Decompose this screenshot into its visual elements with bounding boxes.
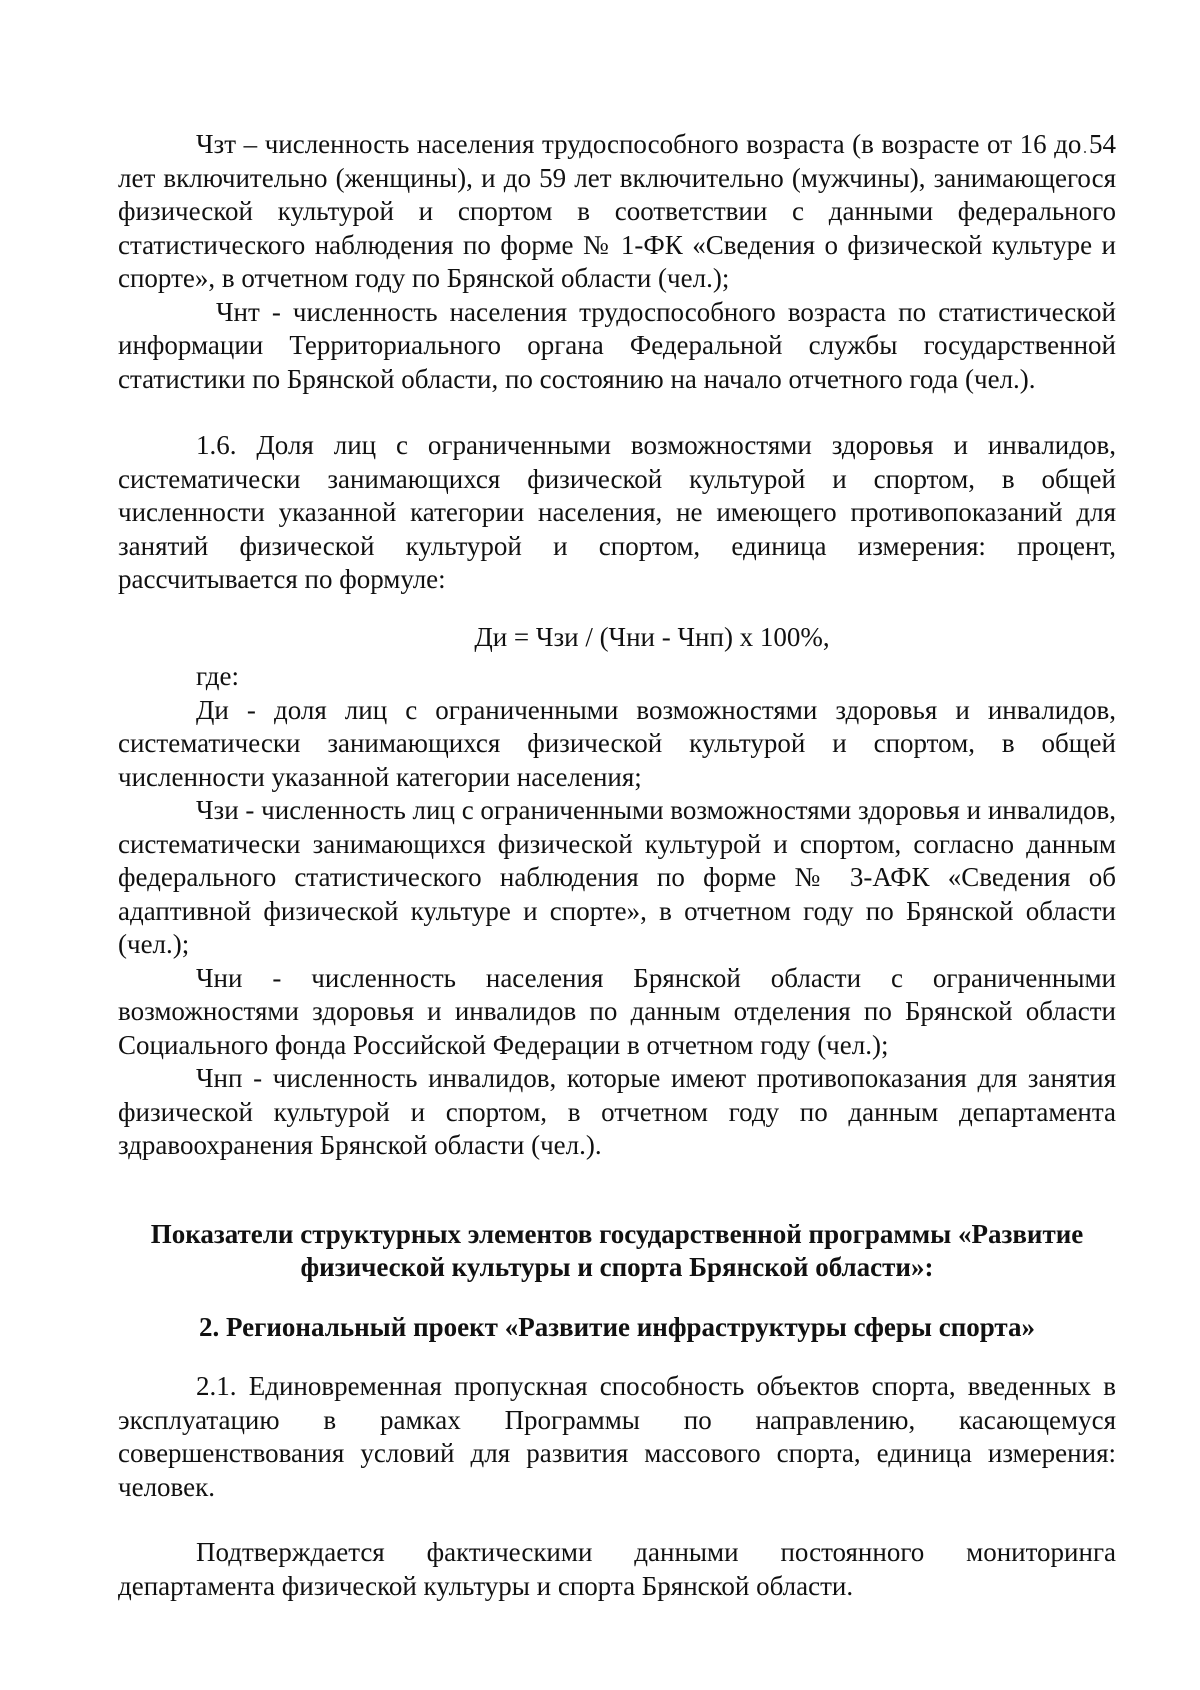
- definition-chnt: Чнт - численность населения трудоспособного возраста по статистической информации Территориального органа Федеральной службы государственной статистики по Брянской области, по состоянию на начало отчетного года (чел.).: [118, 296, 1116, 394]
- section-2-1-confirmation: Подтверждается фактическими данными постоянного мониторинга департамента физической культуры и спорта Брянской области.: [118, 1537, 1116, 1601]
- definition-chzt: Чзт – численность населения трудоспособного возраста (в возрасте от 16 до 54 лет включительно (женщины), и до 59 лет включительно (мужчины), занимающегося физической культурой и спортом в соответствии с данными федерального статистического наблюдения по форме № 1-ФК «Сведения о физической культуре и спорте», в отчетном году по Брянской области (чел.);: [118, 129, 1116, 293]
- spacer: [118, 1344, 1116, 1370]
- section-2-1-text: 2.1. Единовременная пропускная способность объектов спорта, введенных в эксплуатацию в рамках Программы по направлению, касающемуся совершенствования условий для развития массового спорта, единица измерения: человек.: [118, 1371, 1116, 1502]
- definition-chni: Чни - численность населения Брянской области с ограниченными возможностями здоровья и инвалидов по данным отделения по Брянской области Социального фонда Российской Федерации в отчетном году (чел.);: [118, 962, 1116, 1060]
- formula-where: где:: [196, 661, 239, 691]
- project-heading: 2. Региональный проект «Развитие инфраструктуры сферы спорта»: [198, 1311, 1036, 1342]
- spacer: [118, 1163, 1116, 1218]
- indicators-heading: Показатели структурных элементов государственной программы «Развитие физической культуры и спорта Брянской области»:: [150, 1218, 1084, 1282]
- formula: Ди = Чзи / (Чни - Чнп) х 100%,: [474, 621, 830, 652]
- definition-chzi: Чзи - численность лиц с ограниченными возможностями здоровья и инвалидов, систематически занимающихся физической культурой и спортом, согласно данным федерального статистического наблюдения по форме № 3-АФК «Сведения об адаптивной физической культуре и спорте», в отчетном году по Брянской области (чел.);: [118, 795, 1116, 959]
- definition-di: Ди - доля лиц с ограниченными возможностями здоровья и инвалидов, систематически занимающихся физической культурой и спортом, в общей численности указанной категории населения;: [118, 694, 1116, 792]
- spacer: [118, 1504, 1116, 1536]
- document-page: [118, 128, 1116, 1603]
- section-1-6-intro: 1.6. Доля лиц с ограниченными возможностями здоровья и инвалидов, систематически занимающихся физической культурой и спортом, в общей численности указанной категории населения, не имеющего противопоказаний для занятий физической культурой и спортом, единица измерения: процент, рассчитывается по формуле:: [118, 430, 1116, 594]
- spacer: [118, 396, 1116, 429]
- spacer: [118, 1285, 1116, 1311]
- definition-chnp: Чнп - численность инвалидов, которые имеют противопоказания для занятия физической культурой и спортом, в отчетном году по данным департамента здравоохранения Брянской области (чел.).: [118, 1063, 1116, 1160]
